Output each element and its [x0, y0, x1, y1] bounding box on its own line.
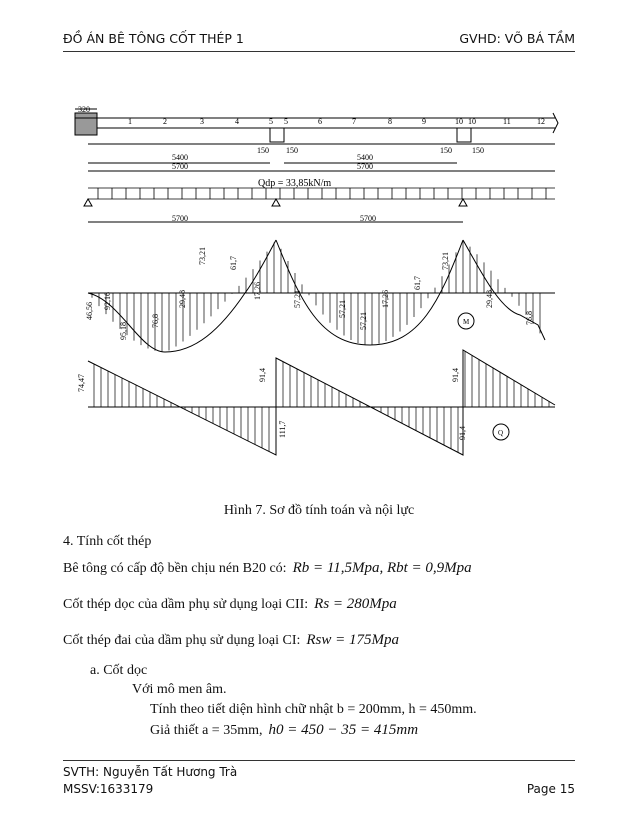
span-point-label: 10: [455, 117, 463, 126]
span-point-label: 12: [537, 117, 545, 126]
moment-tag: M: [463, 318, 470, 326]
shear-diagram: [88, 350, 555, 455]
support-width-label: 320: [78, 105, 90, 114]
stirrup-line: [63, 632, 399, 649]
span-point-label: 6: [318, 117, 322, 126]
column-1: [270, 128, 284, 142]
stirrup-text: Cốt thép đai của dầm phụ sử dụng loại CI:: [63, 633, 301, 648]
moment-value-label: 57,21: [359, 312, 368, 330]
dim-150-d: 150: [472, 146, 484, 155]
support-pin-3: [459, 199, 467, 206]
dimension-labels: [172, 146, 484, 171]
span-point-label: 4: [235, 117, 239, 126]
long-steel-text: Cốt thép dọc của dầm phụ sử dụng loại CII:: [63, 597, 309, 612]
footer-student-id: MSSV:1633179: [63, 782, 154, 796]
moment-value-label: 29,48: [485, 290, 494, 308]
moment-value-label: 61,7: [229, 256, 238, 270]
shear-value-label: 91,4: [458, 426, 467, 440]
moment-value-label: 76,8: [525, 311, 534, 325]
span-point-label: 2: [163, 117, 167, 126]
support-pin-2: [272, 199, 280, 206]
concrete-formula: Rb = 11,5Mpa, Rbt = 0,9Mpa: [292, 560, 472, 576]
moment-value-label: 61,7: [413, 276, 422, 290]
column-2: [457, 128, 471, 142]
moment-value-label: 17,26: [253, 282, 262, 300]
span-dim-right: 5700: [360, 214, 376, 223]
dim-5400-left: 5400: [172, 153, 188, 162]
span-dim-left: 5700: [172, 214, 188, 223]
moment-value-label: 95,18: [119, 322, 128, 340]
moment-value-label: 73,21: [198, 247, 207, 265]
support-pin-1: [84, 199, 92, 206]
page-footer: [63, 764, 575, 798]
concrete-line: [63, 560, 472, 577]
section-dims-line: Tính theo tiết diện hình chữ nhật b = 200mm, h = 450mm.: [150, 702, 477, 717]
concrete-text: Bê tông có cấp độ bền chịu nén B20 có:: [63, 561, 287, 576]
moment-value-label: 46,56: [85, 302, 94, 320]
beam-elevation: [75, 109, 558, 171]
shear-value-label: 111,7: [278, 420, 287, 438]
moment-value-label: 73,21: [441, 252, 450, 270]
moment-value-label: 57,21: [293, 290, 302, 308]
moment-value-label: 17,26: [381, 290, 390, 308]
moment-value-label: 92,16: [103, 292, 112, 310]
span-point-label: 3: [200, 117, 204, 126]
load-label: Qdp = 33,85kN/m: [258, 178, 332, 189]
dim-5700-right: 5700: [357, 162, 373, 171]
shear-value-label: 74,47: [77, 374, 86, 392]
wall-support: [75, 113, 97, 135]
span-point-label: 11: [503, 117, 511, 126]
footer-author: SVTH: Nguyễn Tất Hương Trà: [63, 765, 238, 779]
dim-150-a: 150: [257, 146, 269, 155]
dim-150-c: 150: [440, 146, 452, 155]
span-point-label: 5: [269, 117, 273, 126]
footer-rule: [63, 760, 575, 761]
cover-text: Giả thiết a = 35mm,: [150, 723, 263, 738]
shear-value-label: 91,4: [258, 368, 267, 382]
span-point-label: 10: [468, 117, 476, 126]
shear-value-label: 91,4: [451, 368, 460, 382]
header-right: GVHD: VÕ BÁ TẦM: [459, 31, 575, 46]
supports: [84, 199, 467, 222]
shear-tag: Q: [498, 429, 504, 437]
moment-value-label: 29,48: [178, 290, 187, 308]
distributed-load: [88, 188, 555, 199]
span-point-label: 5: [284, 117, 288, 126]
moment-value-label: 76,8: [151, 314, 160, 328]
dim-5700-left: 5700: [172, 162, 188, 171]
moment-value-label: 57,21: [338, 300, 347, 318]
stirrup-formula: Rsw = 175Mpa: [306, 632, 400, 648]
cover-formula: h0 = 450 − 35 = 415mm: [268, 722, 419, 738]
item-a: a. Cốt dọc: [90, 663, 148, 678]
negative-moment-line: Với mô men âm.: [132, 682, 227, 697]
cover-line: [150, 722, 418, 739]
section-heading: 4. Tính cốt thép: [63, 534, 152, 549]
long-steel-line: [63, 596, 397, 613]
span-point-label: 1: [128, 117, 132, 126]
dim-150-b: 150: [286, 146, 298, 155]
span-point-label: 9: [422, 117, 426, 126]
long-steel-formula: Rs = 280Mpa: [314, 596, 397, 612]
dim-5400-right: 5400: [357, 153, 373, 162]
figure-caption: Hình 7. Sơ đồ tính toán và nội lực: [223, 503, 415, 518]
page-number: Page 15: [526, 782, 575, 796]
shear-value-labels: [77, 368, 467, 440]
span-point-label: 7: [352, 117, 356, 126]
span-point-label: 8: [388, 117, 392, 126]
header-left: ĐỒ ÁN BÊ TÔNG CỐT THÉP 1: [63, 31, 244, 46]
